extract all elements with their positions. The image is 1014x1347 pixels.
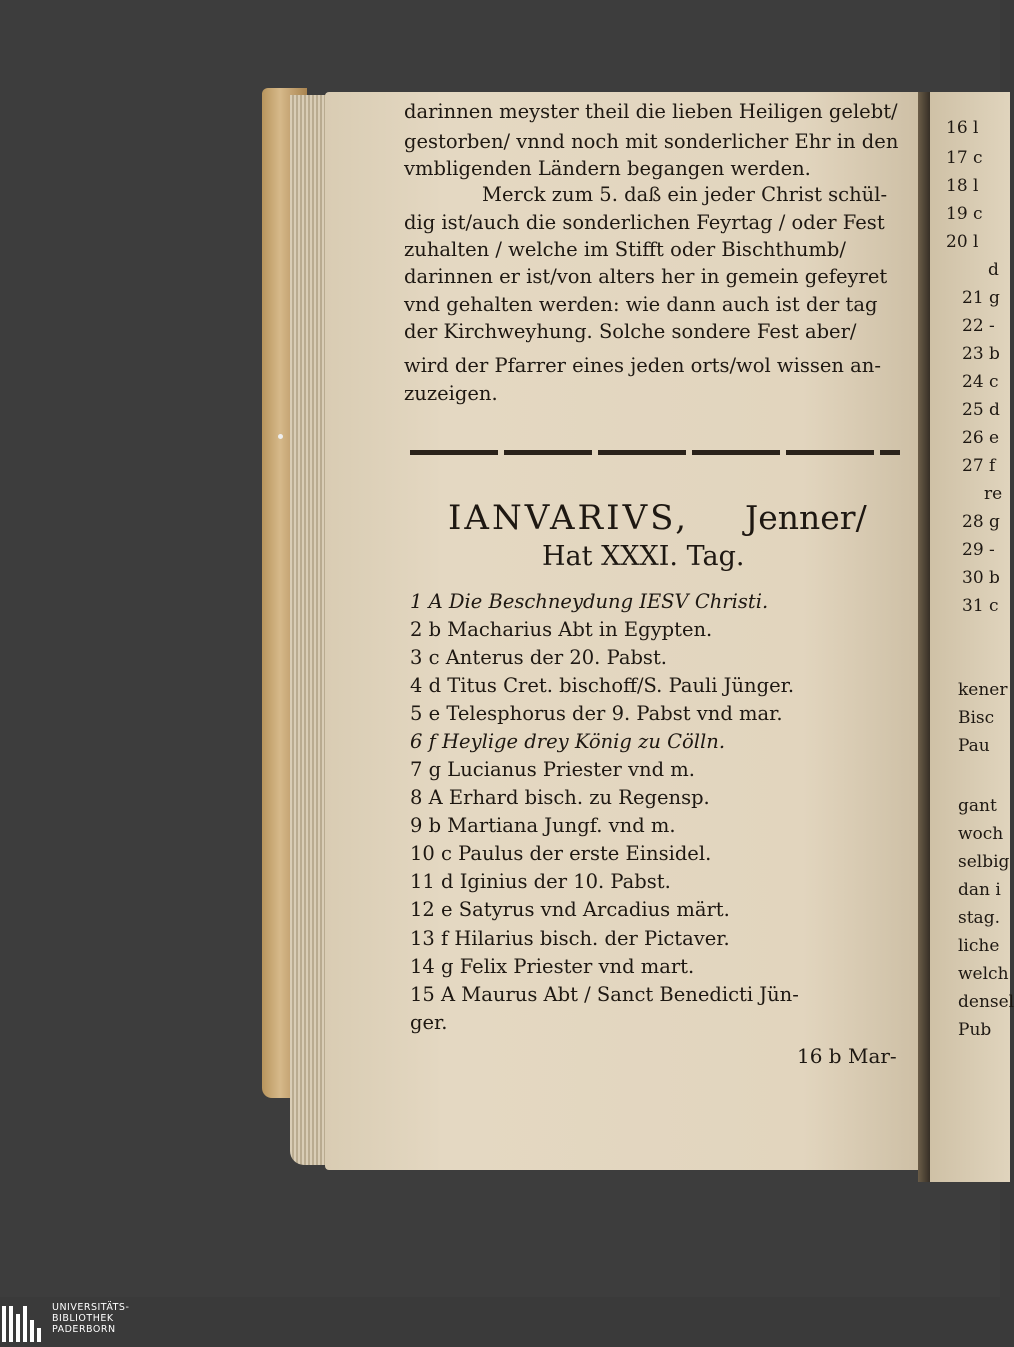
calendar-entry: 6 f Heylige drey König zu Cölln.: [410, 730, 726, 753]
right-page-fragment: dan i: [958, 880, 1001, 900]
prose-line: der Kirchweyhung. Solche sondere Fest aber/: [404, 320, 857, 343]
calendar-entry: 12 e Satyrus vnd Arcadius märt.: [410, 898, 730, 921]
right-page-fragment: 18 l: [946, 176, 979, 196]
calendar-entry: 5 e Telesphorus der 9. Pabst vnd mar.: [410, 702, 783, 725]
right-page-fragment: welch: [958, 964, 1009, 984]
right-page-fragment: re: [984, 484, 1003, 504]
right-page-fragment: 24 c: [962, 372, 999, 392]
catchword: 16 b Mar-: [797, 1044, 897, 1068]
right-page-fragment: stag.: [958, 908, 1000, 928]
calendar-entry: 10 c Paulus der erste Einsidel.: [410, 842, 712, 865]
month-title-german: Jenner/: [745, 498, 867, 537]
prose-line: gestorben/ vnnd noch mit sonderlicher Ehr in den: [404, 130, 899, 153]
right-page-fragment: 29 -: [962, 540, 995, 560]
right-page-fragment: 28 g: [962, 512, 1000, 532]
prose-line: wird der Pfarrer eines jeden orts/wol wissen an-: [404, 354, 881, 377]
library-logo-icon: [0, 1302, 42, 1342]
right-page-fragment: 26 e: [962, 428, 1000, 448]
month-subtitle: Hat XXXI. Tag.: [542, 541, 745, 572]
right-page-fragment: woch: [958, 824, 1004, 844]
prose-line: dig ist/auch die sonderlichen Feyrtag / oder Fest: [404, 211, 885, 234]
right-page-fragment: 22 -: [962, 316, 995, 336]
right-page: [930, 92, 1010, 1182]
prose-line: zuhalten / welche im Stifft oder Bischthumb/: [404, 238, 846, 261]
prose-line: Merck zum 5. daß ein jeder Christ schül-: [482, 183, 888, 206]
section-divider: [410, 450, 900, 455]
right-page-fragment: 20 l: [946, 232, 979, 252]
calendar-entry: 2 b Macharius Abt in Egypten.: [410, 618, 713, 641]
right-page-fragment: d: [988, 260, 999, 280]
month-title-latin: IANVARIVS,: [448, 498, 690, 538]
right-page-fragment: 19 c: [946, 204, 983, 224]
right-page-fragment: selbig: [958, 852, 1010, 872]
right-page-fragment: 30 b: [962, 568, 1000, 588]
right-page-fragment: 17 c: [946, 148, 983, 168]
right-page-fragment: Pau: [958, 736, 990, 756]
calendar-entry: ger.: [410, 1011, 448, 1034]
right-page-fragment: liche: [958, 936, 1000, 956]
right-page-fragment: 25 d: [962, 400, 1000, 420]
library-name-line: PADERBORN: [52, 1324, 116, 1335]
right-page-fragment: 27 f: [962, 456, 996, 476]
right-page-fragment: densel: [958, 992, 1014, 1012]
prose-line: darinnen meyster theil die lieben Heiligen gelebt/: [404, 100, 898, 123]
calendar-entry: 11 d Iginius der 10. Pabst.: [410, 870, 671, 893]
page-pin-mark: [278, 434, 283, 439]
calendar-entry: 14 g Felix Priester vnd mart.: [410, 955, 695, 978]
right-page-fragment: Bisc: [958, 708, 995, 728]
prose-line: darinnen er ist/von alters her in gemein gefeyret: [404, 265, 888, 288]
calendar-entry: 1 A Die Beschneydung IESV Christi.: [410, 590, 769, 613]
right-page-fragment: Pub: [958, 1020, 992, 1040]
right-page-fragment: 16 l: [946, 118, 979, 138]
calendar-entry: 15 A Maurus Abt / Sanct Benedicti Jün-: [410, 983, 799, 1006]
calendar-entry: 13 f Hilarius bisch. der Pictaver.: [410, 927, 730, 950]
calendar-entry: 8 A Erhard bisch. zu Regensp.: [410, 786, 710, 809]
right-page-fragment: gant: [958, 796, 997, 816]
library-name-line: UNIVERSITÄTS-: [52, 1302, 130, 1313]
right-page-fragment: 21 g: [962, 288, 1000, 308]
prose-line: vmbligenden Ländern begangen werden.: [404, 157, 811, 180]
right-page-fragment: 23 b: [962, 344, 1000, 364]
library-name: [52, 1302, 129, 1335]
calendar-entry: 9 b Martiana Jungf. vnd m.: [410, 814, 676, 837]
library-name-line: BIBLIOTHEK: [52, 1313, 114, 1324]
right-page-fragment: 31 c: [962, 596, 999, 616]
month-title: [448, 498, 867, 538]
calendar-entry: 4 d Titus Cret. bischoff/S. Pauli Jünger.: [410, 674, 795, 697]
calendar-entry: 7 g Lucianus Priester vnd m.: [410, 758, 695, 781]
calendar-entry: 3 c Anterus der 20. Pabst.: [410, 646, 667, 669]
library-footer: [0, 1297, 1000, 1347]
right-page-fragment: kener: [958, 680, 1008, 700]
prose-line: vnd gehalten werden: wie dann auch ist der tag: [404, 293, 878, 316]
prose-line: zuzeigen.: [404, 382, 498, 405]
